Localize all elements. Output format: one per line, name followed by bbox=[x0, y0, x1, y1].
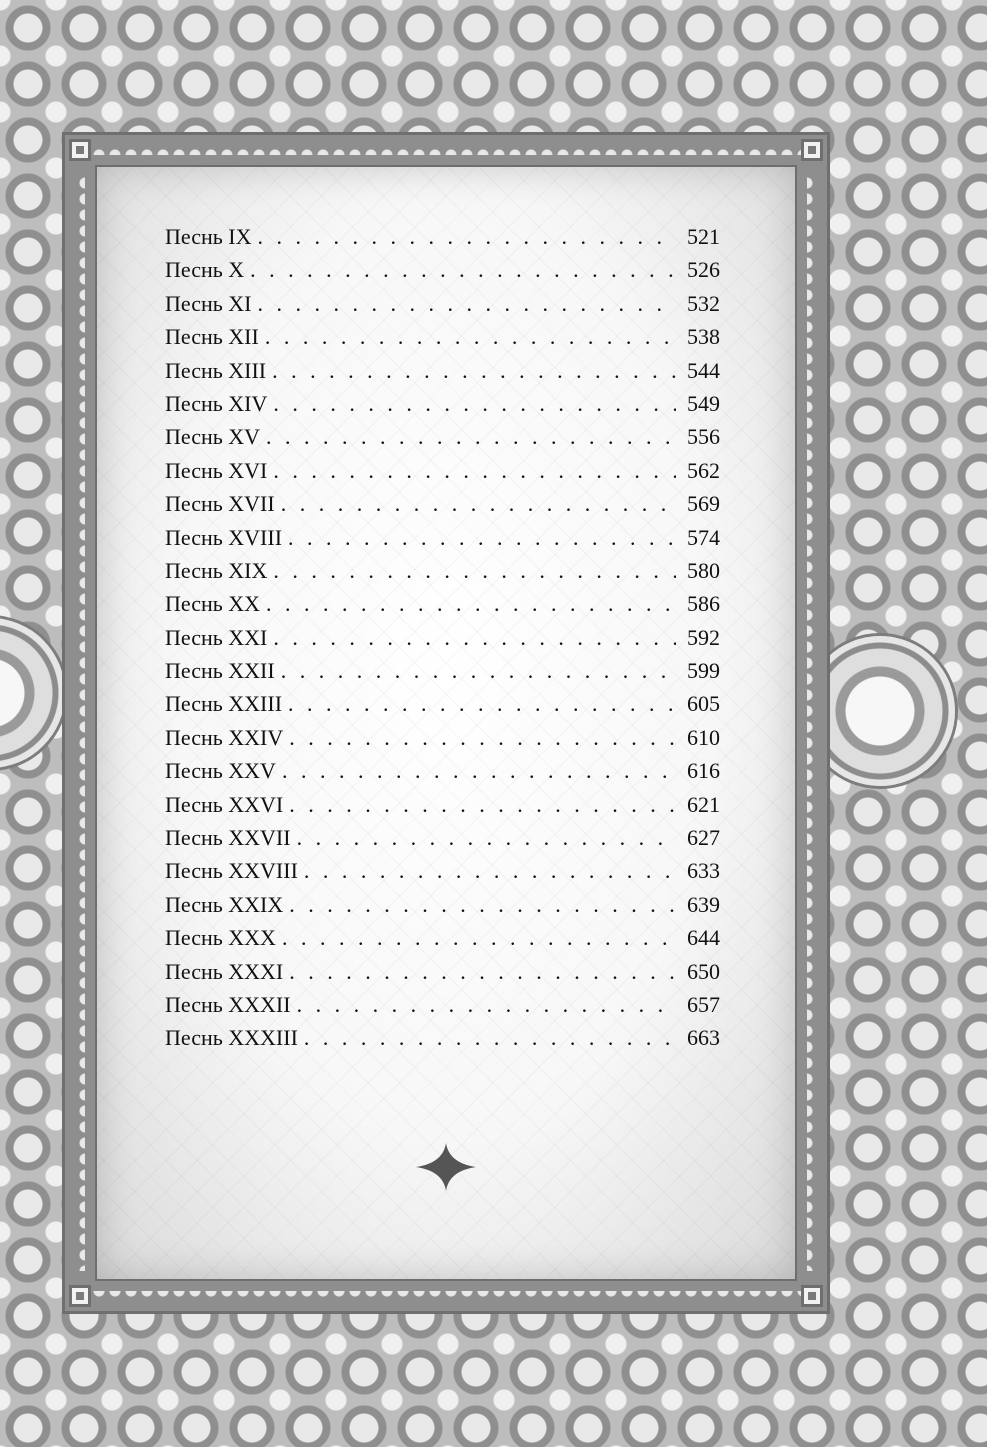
toc-dot-leader bbox=[273, 391, 676, 417]
toc-dot-leader bbox=[288, 525, 676, 551]
toc-entry-page: 544 bbox=[687, 357, 720, 383]
toc-entry-title: Песнь XXIII bbox=[165, 691, 283, 717]
toc-entry-page: 644 bbox=[687, 925, 720, 951]
toc-dot-leader bbox=[281, 658, 676, 684]
toc-entry-title: Песнь XXV bbox=[165, 758, 276, 784]
toc-entry-title: Песнь XIII bbox=[165, 357, 267, 383]
toc-dot-leader bbox=[273, 558, 676, 584]
toc-entry-title: Песнь XI bbox=[165, 290, 252, 316]
toc-entry bbox=[165, 257, 720, 290]
toc-entry-page: 605 bbox=[687, 691, 720, 717]
toc-dot-leader bbox=[288, 691, 676, 717]
toc-entry bbox=[165, 591, 720, 624]
toc-entry bbox=[165, 458, 720, 491]
toc-dot-leader bbox=[297, 825, 676, 851]
toc-entry-page: 633 bbox=[687, 858, 720, 884]
toc-entry-page: 650 bbox=[687, 958, 720, 984]
toc-dot-leader bbox=[304, 1025, 676, 1051]
toc-dot-leader bbox=[273, 458, 676, 484]
toc-entry bbox=[165, 491, 720, 524]
toc-entry bbox=[165, 725, 720, 758]
toc-entry-title: Песнь XXIV bbox=[165, 724, 284, 750]
toc-dot-leader bbox=[304, 858, 676, 884]
toc-entry-page: 526 bbox=[687, 257, 720, 283]
toc-entry-title: Песнь XXVI bbox=[165, 791, 284, 817]
four-point-star-icon bbox=[414, 1141, 478, 1193]
toc-dot-leader bbox=[272, 358, 676, 384]
toc-entry-title: Песнь XVI bbox=[165, 457, 268, 483]
toc-entry bbox=[165, 858, 720, 891]
toc-dot-leader bbox=[282, 925, 676, 951]
toc-entry-title: Песнь XXXIII bbox=[165, 1025, 298, 1051]
toc-entry bbox=[165, 424, 720, 457]
toc-dot-leader bbox=[289, 959, 676, 985]
toc-entry bbox=[165, 558, 720, 591]
toc-entry-page: 549 bbox=[687, 390, 720, 416]
toc-entry-title: Песнь XV bbox=[165, 424, 261, 450]
toc-entry bbox=[165, 525, 720, 558]
toc-entry-page: 586 bbox=[687, 591, 720, 617]
frame-corner-bottom-right bbox=[801, 1285, 823, 1307]
toc-dot-leader bbox=[258, 224, 677, 250]
toc-dot-leader bbox=[250, 257, 676, 283]
toc-entry-page: 556 bbox=[687, 424, 720, 450]
toc-dot-leader bbox=[266, 424, 676, 450]
toc-entry-page: 532 bbox=[687, 290, 720, 316]
toc-entry-page: 580 bbox=[687, 557, 720, 583]
toc-entry-page: 521 bbox=[687, 224, 720, 249]
toc-entry-title: Песнь XVII bbox=[165, 491, 275, 517]
toc-entry-page: 538 bbox=[687, 324, 720, 350]
frame-scallop-bottom bbox=[75, 1291, 817, 1305]
toc-entry bbox=[165, 758, 720, 791]
toc-entry-title: Песнь XXI bbox=[165, 624, 268, 650]
toc-entry-page: 562 bbox=[687, 457, 720, 483]
toc-entry-title: Песнь XXX bbox=[165, 925, 276, 951]
toc-dot-leader bbox=[266, 591, 676, 617]
toc-entry bbox=[165, 324, 720, 357]
frame-scallop-top bbox=[75, 141, 817, 155]
toc-entry-title: Песнь XXII bbox=[165, 658, 275, 684]
toc-entry-page: 663 bbox=[687, 1025, 720, 1051]
toc-entry-title: Песнь XVIII bbox=[165, 524, 283, 550]
toc-entry bbox=[165, 925, 720, 958]
toc-entry-title: Песнь XII bbox=[165, 324, 259, 350]
toc-entry bbox=[165, 291, 720, 324]
toc-entry bbox=[165, 658, 720, 691]
toc-dot-leader bbox=[281, 491, 676, 517]
toc-entry-page: 621 bbox=[687, 791, 720, 817]
toc-entry bbox=[165, 625, 720, 658]
toc-dot-leader bbox=[289, 792, 676, 818]
toc-entry-page: 610 bbox=[687, 724, 720, 750]
toc-entry-page: 592 bbox=[687, 624, 720, 650]
toc-entry-page: 639 bbox=[687, 891, 720, 917]
toc-entry bbox=[165, 792, 720, 825]
toc-entry-title: Песнь IX bbox=[165, 224, 252, 249]
toc-entry bbox=[165, 691, 720, 724]
frame-scallop-right bbox=[807, 175, 821, 1271]
toc-entry-title: Песнь XX bbox=[165, 591, 261, 617]
toc-entry-title: Песнь XXVIII bbox=[165, 858, 298, 884]
toc-entry-page: 627 bbox=[687, 825, 720, 851]
toc-entry-page: 616 bbox=[687, 758, 720, 784]
toc-dot-leader bbox=[289, 725, 676, 751]
toc-entry bbox=[165, 224, 720, 257]
toc-entry-title: Песнь XXIX bbox=[165, 891, 284, 917]
toc-entry-page: 657 bbox=[687, 991, 720, 1017]
toc-entry bbox=[165, 1025, 720, 1058]
frame-scallop-left bbox=[71, 175, 85, 1271]
toc-dot-leader bbox=[265, 324, 676, 350]
toc-entry bbox=[165, 391, 720, 424]
toc-dot-leader bbox=[282, 758, 676, 784]
toc-dot-leader bbox=[297, 992, 676, 1018]
toc-entry-page: 569 bbox=[687, 491, 720, 517]
toc-entry-page: 599 bbox=[687, 658, 720, 684]
toc-dot-leader bbox=[258, 291, 677, 317]
toc-dot-leader bbox=[273, 625, 676, 651]
frame-corner-top-right bbox=[801, 139, 823, 161]
table-of-contents bbox=[165, 224, 720, 1059]
toc-entry-title: Песнь XXXI bbox=[165, 958, 284, 984]
toc-entry-title: Песнь XIV bbox=[165, 390, 268, 416]
toc-dot-leader bbox=[289, 892, 676, 918]
toc-entry-title: Песнь X bbox=[165, 257, 245, 283]
toc-entry bbox=[165, 358, 720, 391]
frame-corner-top-left bbox=[69, 139, 91, 161]
frame-corner-bottom-left bbox=[69, 1285, 91, 1307]
toc-entry bbox=[165, 892, 720, 925]
toc-entry bbox=[165, 825, 720, 858]
toc-entry bbox=[165, 959, 720, 992]
toc-entry-page: 574 bbox=[687, 524, 720, 550]
toc-entry bbox=[165, 992, 720, 1025]
toc-entry-title: Песнь XXXII bbox=[165, 991, 291, 1017]
toc-entry-title: Песнь XIX bbox=[165, 557, 268, 583]
toc-entry-title: Песнь XXVII bbox=[165, 825, 291, 851]
